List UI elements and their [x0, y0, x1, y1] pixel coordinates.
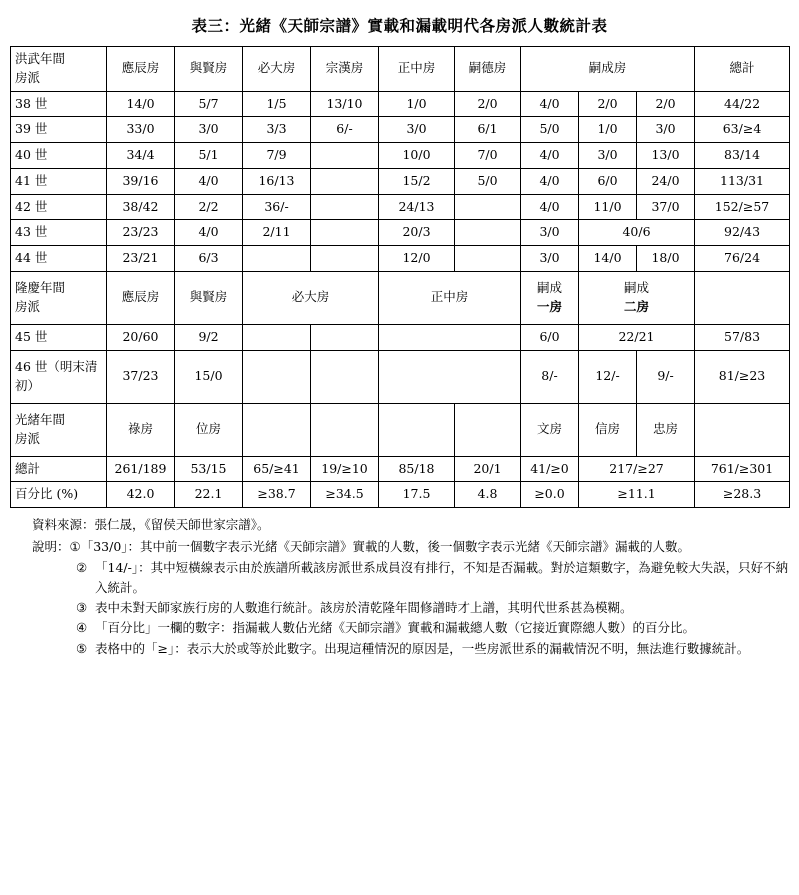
- col-header-bida: 必大房: [243, 47, 311, 92]
- table-notes: [10, 515, 789, 659]
- cell-39-sicheng-c: 3/0: [637, 117, 695, 143]
- col-header-zhengzhong: 正中房: [379, 47, 455, 92]
- cell-44-zhengzhong: 12/0: [379, 246, 455, 272]
- cell-38-sicheng-b: 2/0: [579, 91, 637, 117]
- cell-44-yingchen: 23/21: [107, 246, 175, 272]
- cell-total-zonghan: 19/≥10: [311, 456, 379, 482]
- note-marker-3: ③: [76, 600, 88, 615]
- cell-38-zhengzhong: 1/0: [379, 91, 455, 117]
- cell-44-yuxian: 6/3: [175, 246, 243, 272]
- cell-45-yingchen: 20/60: [107, 324, 175, 350]
- cell-45-total: 57/83: [695, 324, 790, 350]
- cell-43-sicheng-bc: 40/6: [579, 220, 695, 246]
- cell-41-total: 113/31: [695, 168, 790, 194]
- cell-43-yingchen: 23/23: [107, 220, 175, 246]
- cell-39-zonghan: 6/-: [311, 117, 379, 143]
- col-header-yingchen: 應辰房: [107, 47, 175, 92]
- source-label: 資料來源：: [32, 517, 95, 532]
- cell-38-total: 44/22: [695, 91, 790, 117]
- header-corner-guangxu-line1: 光緒年間: [15, 411, 66, 427]
- cell-41-zhengzhong: 15/2: [379, 168, 455, 194]
- cell-40-side: 7/0: [455, 143, 521, 169]
- cell-42-yuxian: 2/2: [175, 194, 243, 220]
- header-corner-hongwu: [11, 47, 107, 92]
- col-header-side: 嗣德房: [455, 47, 521, 92]
- statistics-table: [10, 46, 790, 508]
- cell-46-yuxian: 15/0: [175, 350, 243, 403]
- table-row: [11, 194, 790, 220]
- note-text-4: 「百分比」一欄的數字：指漏載人數佔光緒《天師宗譜》實載和漏載總人數（它接近實際總人數）的百分比。: [95, 620, 696, 636]
- cell-40-total: 83/14: [695, 143, 790, 169]
- cell-percent-yuxian: 22.1: [175, 482, 243, 508]
- table-row-total: [11, 456, 790, 482]
- col-header-sicheng-yifang-line1: 嗣成: [536, 280, 562, 295]
- table-row: [11, 350, 790, 403]
- table-row: [11, 168, 790, 194]
- cell-41-sicheng-a: 4/0: [521, 168, 579, 194]
- cell-44-bida: [243, 246, 311, 272]
- col-header-lufang: 祿房: [107, 403, 175, 456]
- cell-39-sicheng-a: 5/0: [521, 117, 579, 143]
- header-corner-hongwu-line1: 洪武年間: [15, 51, 66, 66]
- cell-46-zonghan: [311, 350, 379, 403]
- cell-40-sicheng-c: 13/0: [637, 143, 695, 169]
- note-text-3: 表中未對天師家族行房的人數進行統計。該房於清乾隆年間修譜時才上譜，其明代世系甚為模糊。: [95, 600, 633, 615]
- row-label-41: 41 世: [11, 168, 107, 194]
- cell-total-bida: 65/≥41: [243, 456, 311, 482]
- col-header-sicheng-yifang-line2: 一房: [536, 298, 562, 314]
- cell-43-bida: 2/11: [243, 220, 311, 246]
- cell-44-sicheng-a: 3/0: [521, 246, 579, 272]
- cell-41-bida: 16/13: [243, 168, 311, 194]
- header-corner-hongwu-line2: 房派: [15, 69, 41, 85]
- cell-46-total: 81/≥23: [695, 350, 790, 403]
- cell-percent-sicheng-a: ≥0.0: [521, 482, 579, 508]
- row-label-43: 43 世: [11, 220, 107, 246]
- cell-39-side: 6/1: [455, 117, 521, 143]
- cell-41-sicheng-b: 6/0: [579, 168, 637, 194]
- header-corner-guangxu-line2: 房派: [15, 430, 41, 446]
- cell-38-bida: 1/5: [243, 91, 311, 117]
- cell-40-bida: 7/9: [243, 143, 311, 169]
- cell-45-zonghan: [311, 324, 379, 350]
- note-marker-1: ①: [69, 539, 81, 555]
- col-header-guangxu-total: [695, 403, 790, 456]
- table-row: [11, 117, 790, 143]
- cell-percent-side: 4.8: [455, 482, 521, 508]
- table-row-percent: [11, 482, 790, 508]
- note-item-2: [10, 558, 789, 599]
- row-label-46: 46 世（明末清初）: [11, 350, 107, 403]
- cell-45-sicheng-yifang: 6/0: [521, 324, 579, 350]
- col-header-guangxu-blank1: [243, 403, 311, 456]
- cell-percent-bida: ≥38.7: [243, 482, 311, 508]
- col-header-longqing-total: [695, 271, 790, 324]
- cell-42-sicheng-c: 37/0: [637, 194, 695, 220]
- table-row: [11, 143, 790, 169]
- cell-42-side: [455, 194, 521, 220]
- table-row: [11, 220, 790, 246]
- cell-42-bida: 36/-: [243, 194, 311, 220]
- cell-39-total: 63/≥4: [695, 117, 790, 143]
- cell-39-zhengzhong: 3/0: [379, 117, 455, 143]
- cell-38-yingchen: 14/0: [107, 91, 175, 117]
- cell-total-side: 20/1: [455, 456, 521, 482]
- col-header-sicheng-erfang-line2: 二房: [624, 298, 650, 314]
- table-row: [11, 246, 790, 272]
- header-corner-longqing-line1: 隆慶年間: [15, 280, 66, 295]
- cell-41-side: 5/0: [455, 168, 521, 194]
- row-label-44: 44 世: [11, 246, 107, 272]
- cell-41-sicheng-c: 24/0: [637, 168, 695, 194]
- header-corner-guangxu: [11, 403, 107, 456]
- cell-total-yingchen: 261/189: [107, 456, 175, 482]
- cell-40-sicheng-a: 4/0: [521, 143, 579, 169]
- row-label-total: 總計: [11, 456, 107, 482]
- note-item-5: [10, 639, 789, 659]
- cell-percent-zonghan: ≥34.5: [311, 482, 379, 508]
- cell-38-zonghan: 13/10: [311, 91, 379, 117]
- cell-46-sicheng-erfang-b: 9/-: [637, 350, 695, 403]
- cell-42-zonghan: [311, 194, 379, 220]
- row-label-39: 39 世: [11, 117, 107, 143]
- cell-46-zhengzhong: [379, 350, 521, 403]
- table-row: [11, 324, 790, 350]
- col-header-sicheng-yifang: [521, 271, 579, 324]
- cell-38-side: 2/0: [455, 91, 521, 117]
- note-text-1: 「33/0」：其中前一個數字表示光緒《天師宗譜》實載的人數，後一個數字表示光緒《天師宗譜》漏載的人數。: [80, 539, 691, 555]
- cell-43-side: [455, 220, 521, 246]
- cell-40-yingchen: 34/4: [107, 143, 175, 169]
- col-header-weifang: 位房: [175, 403, 243, 456]
- cell-40-sicheng-b: 3/0: [579, 143, 637, 169]
- note-item-1: [10, 537, 789, 557]
- cell-44-zonghan: [311, 246, 379, 272]
- source-text: 張仁晟，《留侯天師世家宗譜》。: [94, 517, 270, 532]
- col-header-longqing-yingchen: 應辰房: [107, 271, 175, 324]
- cell-39-sicheng-b: 1/0: [579, 117, 637, 143]
- col-header-total: 總計: [695, 47, 790, 92]
- cell-38-sicheng-c: 2/0: [637, 91, 695, 117]
- cell-43-total: 92/43: [695, 220, 790, 246]
- cell-43-sicheng-a: 3/0: [521, 220, 579, 246]
- col-header-zhongfang: 忠房: [637, 403, 695, 456]
- cell-percent-zhengzhong: 17.5: [379, 482, 455, 508]
- cell-39-yuxian: 3/0: [175, 117, 243, 143]
- cell-42-yingchen: 38/42: [107, 194, 175, 220]
- cell-total-yuxian: 53/15: [175, 456, 243, 482]
- cell-46-sicheng-yifang: 8/-: [521, 350, 579, 403]
- table-header-row-guangxu: [11, 403, 790, 456]
- cell-41-zonghan: [311, 168, 379, 194]
- cell-42-zhengzhong: 24/13: [379, 194, 455, 220]
- col-header-zonghan: 宗漢房: [311, 47, 379, 92]
- col-header-guangxu-blank4: [455, 403, 521, 456]
- col-header-yuxian: 與賢房: [175, 47, 243, 92]
- row-label-40: 40 世: [11, 143, 107, 169]
- col-header-sicheng: 嗣成房: [521, 47, 695, 92]
- cell-41-yuxian: 4/0: [175, 168, 243, 194]
- cell-46-sicheng-erfang-a: 12/-: [579, 350, 637, 403]
- col-header-guangxu-blank3: [379, 403, 455, 456]
- note-marker-2: ②: [76, 559, 88, 575]
- cell-42-total: 152/≥57: [695, 194, 790, 220]
- cell-39-yingchen: 33/0: [107, 117, 175, 143]
- cell-41-yingchen: 39/16: [107, 168, 175, 194]
- note-text-2: 「14/-」：其中短橫線表示由於族譜所載該房派世系成員沒有排行，不知是否漏載。對於這類數字，為避免較大失誤，只好不納入統計。: [95, 559, 789, 595]
- row-label-45: 45 世: [11, 324, 107, 350]
- cell-40-zonghan: [311, 143, 379, 169]
- cell-38-yuxian: 5/7: [175, 91, 243, 117]
- col-header-wenfang: 文房: [521, 403, 579, 456]
- header-corner-longqing: [11, 271, 107, 324]
- cell-total-sicheng-bc: 217/≥27: [579, 456, 695, 482]
- cell-42-sicheng-b: 11/0: [579, 194, 637, 220]
- col-header-sicheng-erfang: [579, 271, 695, 324]
- cell-44-total: 76/24: [695, 246, 790, 272]
- row-label-percent: 百分比 (%): [11, 482, 107, 508]
- cell-45-sicheng-erfang: 22/21: [579, 324, 695, 350]
- cell-44-side: [455, 246, 521, 272]
- page-title: 表三：光緒《天師宗譜》實載和漏載明代各房派人數統計表: [191, 16, 608, 35]
- header-corner-longqing-line2: 房派: [15, 298, 41, 314]
- cell-45-bida: [243, 324, 311, 350]
- col-header-longqing-zhengzhong: 正中房: [379, 271, 521, 324]
- note-text-5: 表格中的「≥」：表示大於或等於此數字。出現這種情況的原因是，一些房派世系的漏載情況不明，無法進行數據統計。: [95, 640, 750, 656]
- cell-38-sicheng-a: 4/0: [521, 91, 579, 117]
- cell-percent-grand: ≥28.3: [695, 482, 790, 508]
- cell-total-grand: 761/≥301: [695, 456, 790, 482]
- col-header-longqing-bida: 必大房: [243, 271, 379, 324]
- note-item-3: [10, 598, 789, 618]
- table-header-row-longqing: [11, 271, 790, 324]
- col-header-sicheng-erfang-line1: 嗣成: [624, 280, 650, 295]
- explain-label: 說明：: [32, 539, 70, 555]
- cell-39-bida: 3/3: [243, 117, 311, 143]
- cell-percent-sicheng-bc: ≥11.1: [579, 482, 695, 508]
- cell-45-yuxian: 9/2: [175, 324, 243, 350]
- table-header-row-hongwu: [11, 47, 790, 92]
- cell-42-sicheng-a: 4/0: [521, 194, 579, 220]
- note-marker-4: ④: [76, 620, 88, 636]
- col-header-longqing-yuxian: 與賢房: [175, 271, 243, 324]
- cell-46-bida: [243, 350, 311, 403]
- note-marker-5: ⑤: [76, 640, 88, 656]
- cell-46-yingchen: 37/23: [107, 350, 175, 403]
- cell-43-zonghan: [311, 220, 379, 246]
- note-item-4: [10, 618, 789, 638]
- cell-total-sicheng-a: 41/≥0: [521, 456, 579, 482]
- source-line: [10, 515, 789, 535]
- row-label-42: 42 世: [11, 194, 107, 220]
- col-header-guangxu-blank2: [311, 403, 379, 456]
- row-label-38: 38 世: [11, 91, 107, 117]
- table-row: [11, 91, 790, 117]
- cell-percent-yingchen: 42.0: [107, 482, 175, 508]
- cell-40-yuxian: 5/1: [175, 143, 243, 169]
- col-header-xinfang: 信房: [579, 403, 637, 456]
- cell-44-sicheng-c: 18/0: [637, 246, 695, 272]
- cell-40-zhengzhong: 10/0: [379, 143, 455, 169]
- cell-43-zhengzhong: 20/3: [379, 220, 455, 246]
- cell-45-zhengzhong: [379, 324, 521, 350]
- cell-total-zhengzhong: 85/18: [379, 456, 455, 482]
- cell-44-sicheng-b: 14/0: [579, 246, 637, 272]
- cell-43-yuxian: 4/0: [175, 220, 243, 246]
